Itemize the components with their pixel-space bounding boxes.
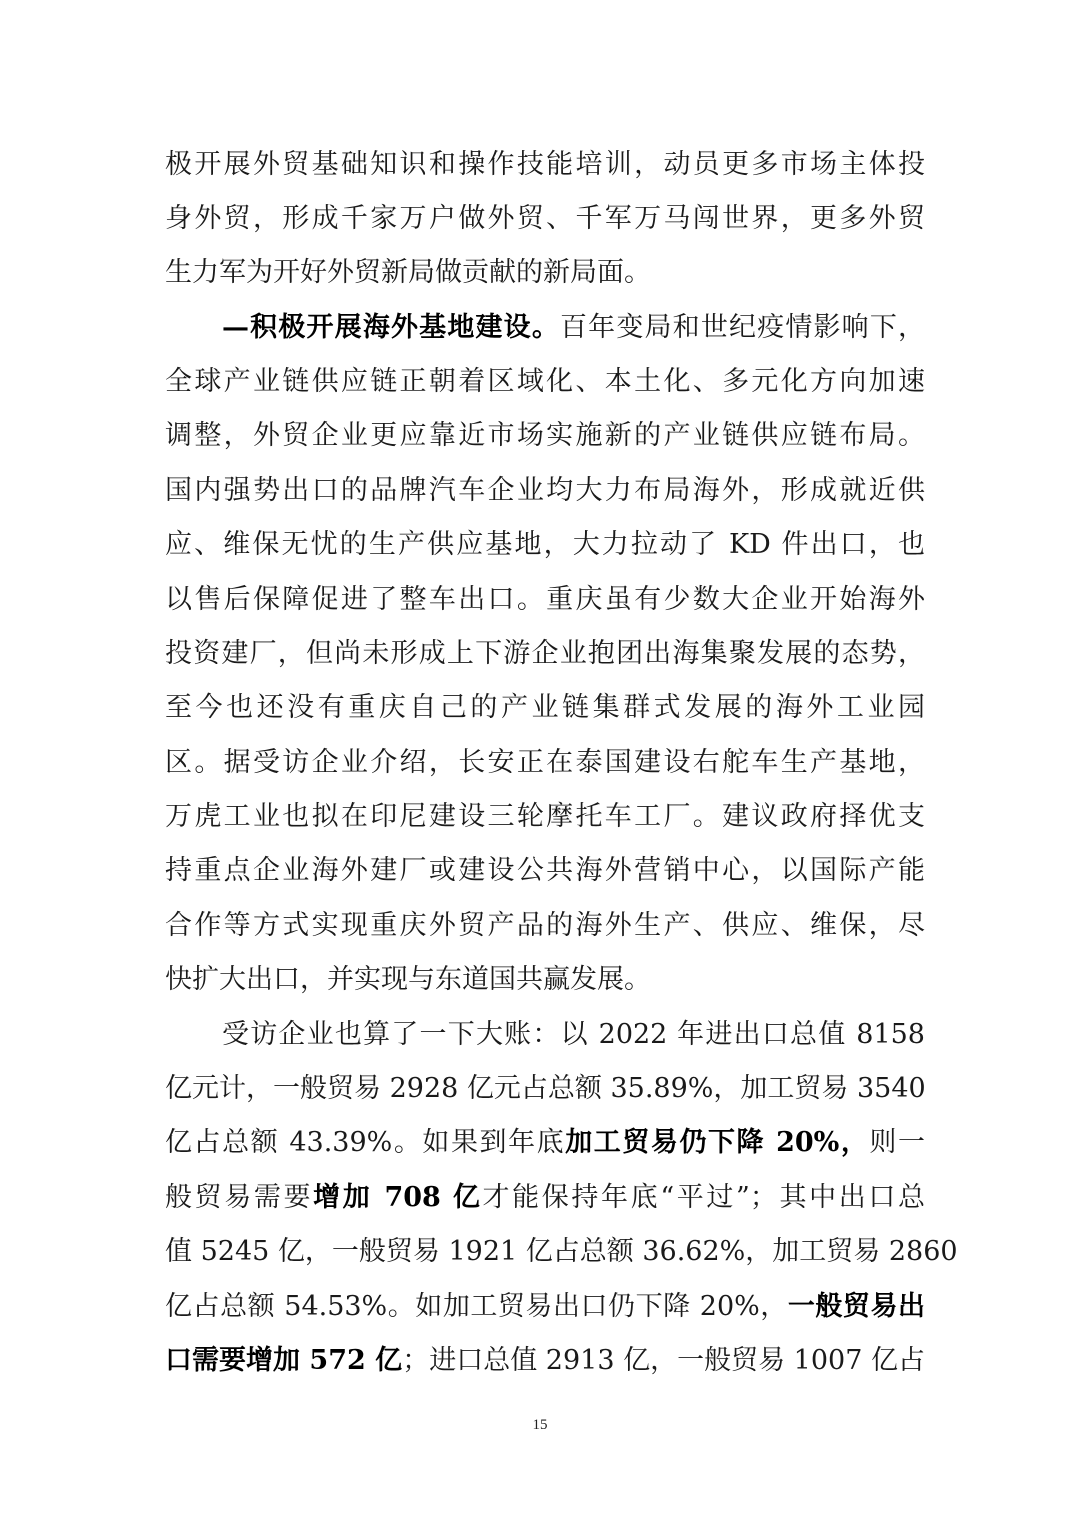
section-heading: —积极开展海外基地建设。 (222, 312, 560, 343)
paragraph-heading-line (222, 308, 925, 348)
text-span: 亿占总额 54.53%。如加工贸易出口仍下降 20%， (165, 1291, 788, 1322)
page-number: 15 (532, 1417, 548, 1433)
emphasis-text: 增加 708 亿 (313, 1182, 483, 1213)
emphasis-text: 加工贸易仍下降 20%， (565, 1127, 870, 1158)
text-line: 值 5245 亿，一般贸易 1921 亿占总额 36.62%，加工贸易 2860 (165, 1236, 958, 1267)
text-line: 受访企业也算了一下大账：以 2022 年进出口总值 8158 (222, 1019, 925, 1050)
text-line: 万虎工业也拟在印尼建设三轮摩托车工厂。建议政府择优支 (165, 801, 925, 832)
text-span: 则一 (869, 1127, 925, 1158)
text-span: 进口总值 2913 亿，一般贸易 1007 亿占 (429, 1345, 925, 1376)
text-line (165, 1341, 925, 1381)
text-line (165, 1287, 925, 1327)
text-line: 生力军为开好外贸新局做贡献的新局面。 (165, 257, 651, 288)
text-line: 全球产业链供应链正朝着区域化、本土化、多元化方向加速 (165, 366, 925, 397)
text-line: 区。据受访企业介绍，长安正在泰国建设右舵车生产基地， (165, 747, 925, 778)
text-line: 亿元计，一般贸易 2928 亿元占总额 35.89%，加工贸易 3540 (165, 1073, 926, 1104)
text-line: 身外贸，形成千家万户做外贸、千军万马闯世界，更多外贸 (165, 203, 925, 234)
text-line: 投资建厂，但尚未形成上下游企业抱团出海集聚发展的态势， (165, 638, 925, 669)
text-span: 亿占总额 43.39%。如果到年底 (165, 1127, 566, 1158)
text-line: 持重点企业海外建厂或建设公共海外营销中心，以国际产能 (165, 855, 925, 886)
text-line (165, 1123, 925, 1163)
text-line: 调整，外贸企业更应靠近市场实施新的产业链供应链布局。 (165, 420, 925, 451)
text-line: 应、维保无忧的生产供应基地，大力拉动了 KD 件出口，也 (165, 529, 925, 560)
text-span: 百年变局和世纪疫情影响下， (560, 312, 925, 343)
text-span: 般贸易需要 (165, 1182, 314, 1213)
text-line: 极开展外贸基础知识和操作技能培训，动员更多市场主体投 (165, 149, 925, 180)
emphasis-text: 口需要增加 572 亿 (165, 1345, 403, 1376)
emphasis-text: 一般贸易出 (787, 1291, 925, 1322)
text-line: 快扩大出口，并实现与东道国共赢发展。 (165, 964, 651, 995)
text-line: 至今也还没有重庆自己的产业链集群式发展的海外工业园 (165, 692, 925, 723)
text-line: 国内强势出口的品牌汽车企业均大力布局海外，形成就近供 (165, 475, 925, 506)
text-span: ； (402, 1345, 430, 1376)
text-line (165, 1178, 925, 1218)
text-line: 合作等方式实现重庆外贸产品的海外生产、供应、维保，尽 (165, 910, 925, 941)
text-span: 才能保持年底“平过”；其中出口总 (482, 1182, 925, 1213)
text-line: 以售后保障促进了整车出口。重庆虽有少数大企业开始海外 (165, 584, 925, 615)
